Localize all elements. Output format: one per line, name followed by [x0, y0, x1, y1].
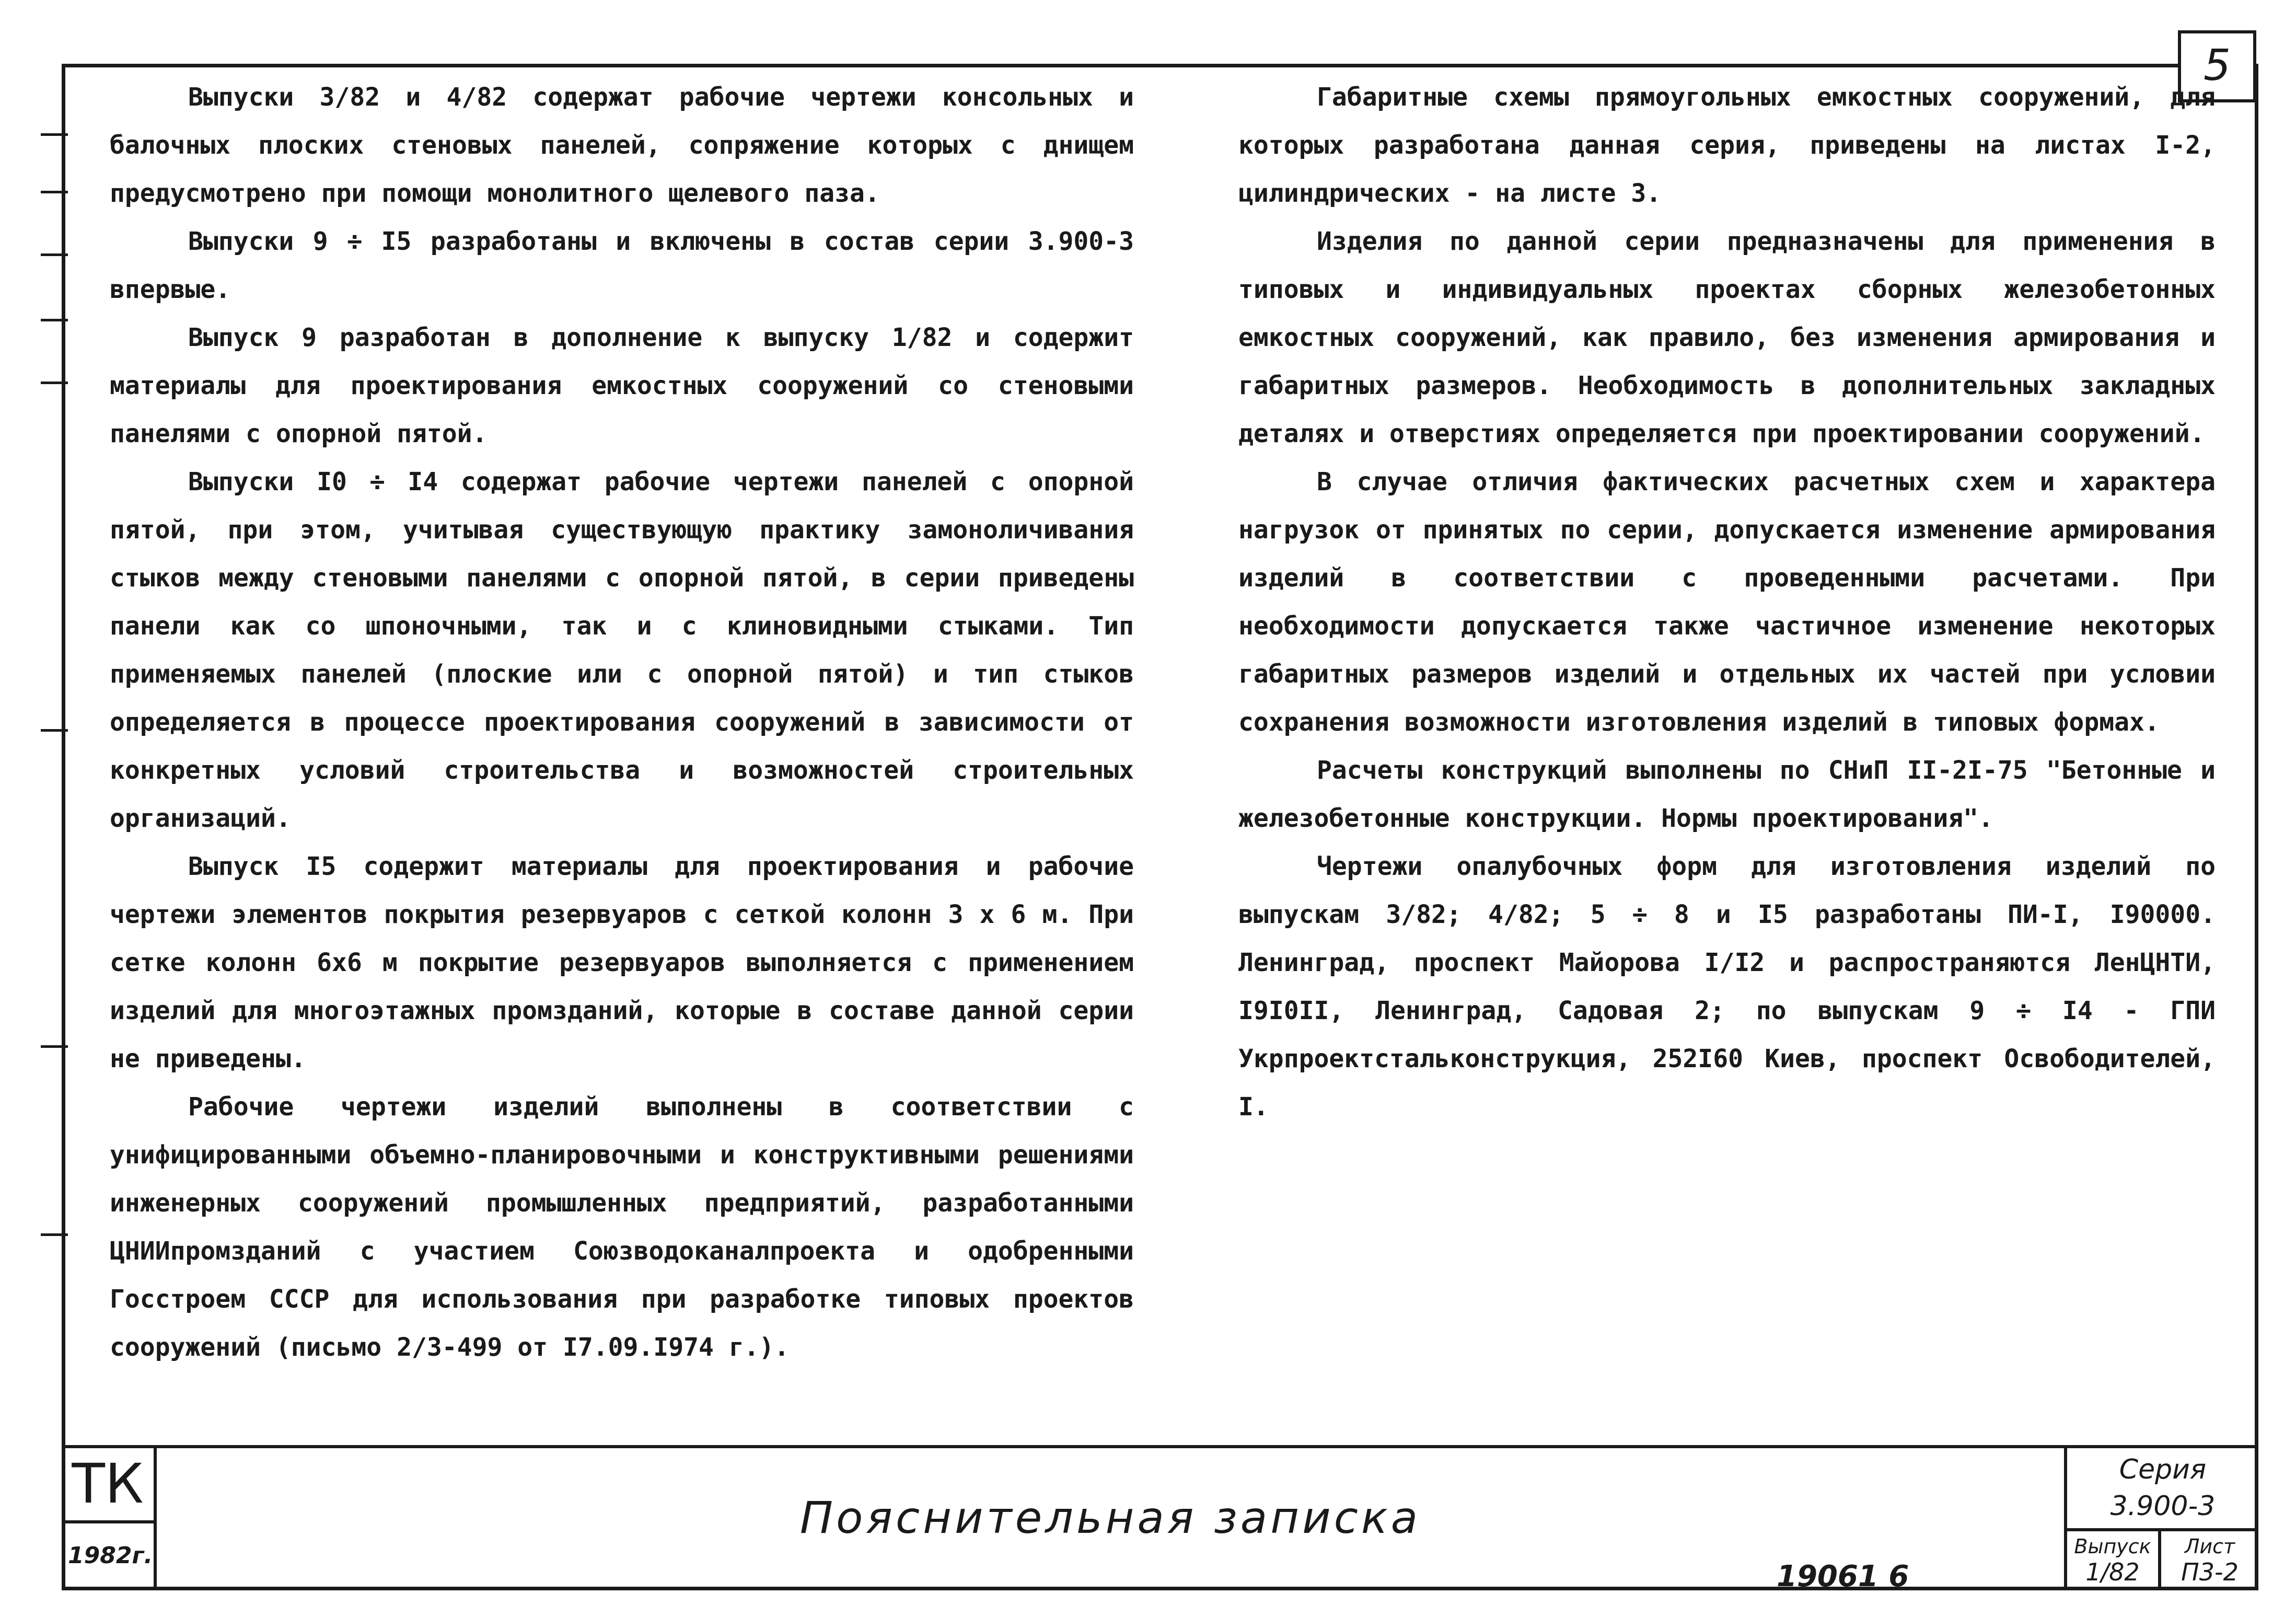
- margin-tick: [41, 729, 68, 732]
- right-text-column: [1238, 73, 2216, 1131]
- paragraph: Расчеты конструкций выполнены по СНиП II-2I-75 "Бетонные и железобетонные конструкции. Нормы проектирования".: [1238, 756, 2216, 833]
- margin-tick: [41, 133, 68, 136]
- paragraph: Выпуски 9 ÷ I5 разработаны и включены в состав серии 3.900-3 впервые.: [110, 227, 1134, 304]
- issue-value: 1/82: [2085, 1558, 2140, 1586]
- margin-tick: [41, 1233, 68, 1236]
- frame-bottom-border: [62, 1587, 2258, 1590]
- paragraph: Изделия по данной серии предназначены для применения в типовых и индивидуальных проектах сборных железобетонных емкостных сооружений, как правило, без изменения армирования и габаритных размеров. Необходимость в дополнительных закладных деталях и отверстиях определяется при проектировании сооружений.: [1238, 227, 2216, 448]
- paragraph: Выпуски I0 ÷ I4 содержат рабочие чертежи панелей с опорной пятой, при этом, учитывая существующую практику замоноличивания стыков между стеновыми панелями с опорной пятой, в серии приведены панели как со шпоночными, так и с клиновидными стыками. Тип применяемых панелей (плоские или с опорной пятой) и тип стыков определяется в процессе проектирования сооружений в зависимости от конкретных условий строительства и возможностей строительных организаций.: [110, 467, 1134, 833]
- series-number: 3.900-3: [2110, 1491, 2216, 1522]
- sheet-label: Лист: [2184, 1535, 2235, 1558]
- sheet-cell: [2161, 1531, 2258, 1588]
- paragraph: Выпуск 9 разработан в дополнение к выпуску 1/82 и содержит материалы для проектирования емкостных сооружений со стеновыми панелями с опорной пятой.: [110, 323, 1134, 448]
- left-text-column: [110, 73, 1134, 1371]
- page-number: 5: [2178, 30, 2256, 102]
- issue-label: Выпуск: [2074, 1535, 2151, 1558]
- series-label: Серия: [2119, 1454, 2207, 1485]
- paragraph: Габаритные схемы прямоугольных емкостных сооружений, для которых разработана данная серия, приведены на листах I-2, цилиндрических - на листе 3.: [1238, 83, 2216, 208]
- paragraph: Чертежи опалубочных форм для изготовления изделий по выпускам 3/82; 4/82; 5 ÷ 8 и I5 разработаны ПИ-I, I90000. Ленинград, проспект Майорова I/I2 и распространяются ЛенЦНТИ, I9I0II, Ленинград, Садовая 2; по выпускам 9 ÷ I4 - ГПИ Укрпроектстальконструкция, 252I60 Киев, проспект Освободителей, I.: [1238, 852, 2216, 1122]
- margin-tick: [41, 1045, 68, 1048]
- paragraph: Рабочие чертежи изделий выполнены в соответствии с унифицированными объемно-планировочными и конструктивными решениями инженерных сооружений промышленных предприятий, разработанными ЦНИИпромзданий с участием Союзводоканалпроекта и одобренными Госстроем СССР для использования при разработке типовых проектов сооружений (письмо 2/3-499 от I7.09.I974 г.).: [110, 1092, 1134, 1362]
- paragraph: В случае отличия фактических расчетных схем и характера нагрузок от принятых по серии, допускается изменение армирования изделий в соответствии с проведенными расчетами. При необходимости допускается также частичное изменение некоторых габаритных размеров изделий и отдельных их частей при условии сохранения возможности изготовления изделий в типовых формах.: [1238, 467, 2216, 737]
- organization-code: ТК: [62, 1445, 157, 1523]
- frame-left-border: [62, 64, 65, 1590]
- sheet-value: П3-2: [2181, 1558, 2239, 1586]
- margin-tick: [41, 382, 68, 384]
- series-cell: [2064, 1445, 2258, 1531]
- frame-right-border: [2255, 64, 2258, 1590]
- margin-tick: [41, 253, 68, 256]
- issue-cell: [2064, 1531, 2161, 1588]
- paragraph: Выпуски 3/82 и 4/82 содержат рабочие чертежи консольных и балочных плоских стеновых панелей, сопряжение которых с днищем предусмотрено при помощи монолитного щелевого паза.: [110, 83, 1134, 208]
- margin-tick: [41, 319, 68, 321]
- archive-number: 19061 6: [1777, 1560, 1909, 1593]
- paragraph: Выпуск I5 содержит материалы для проектирования и рабочие чертежи элементов покрытия резервуаров с сеткой колонн 3 х 6 м. При сетке колонн 6х6 м покрытие резервуаров выполняется с применением изделий для многоэтажных промзданий, которые в составе данной серии не приведены.: [110, 852, 1134, 1073]
- year-label: 1982г.: [62, 1523, 157, 1588]
- frame-top-border: [62, 64, 2258, 67]
- document-title: Пояснительная записка: [799, 1492, 1421, 1543]
- margin-tick: [41, 191, 68, 193]
